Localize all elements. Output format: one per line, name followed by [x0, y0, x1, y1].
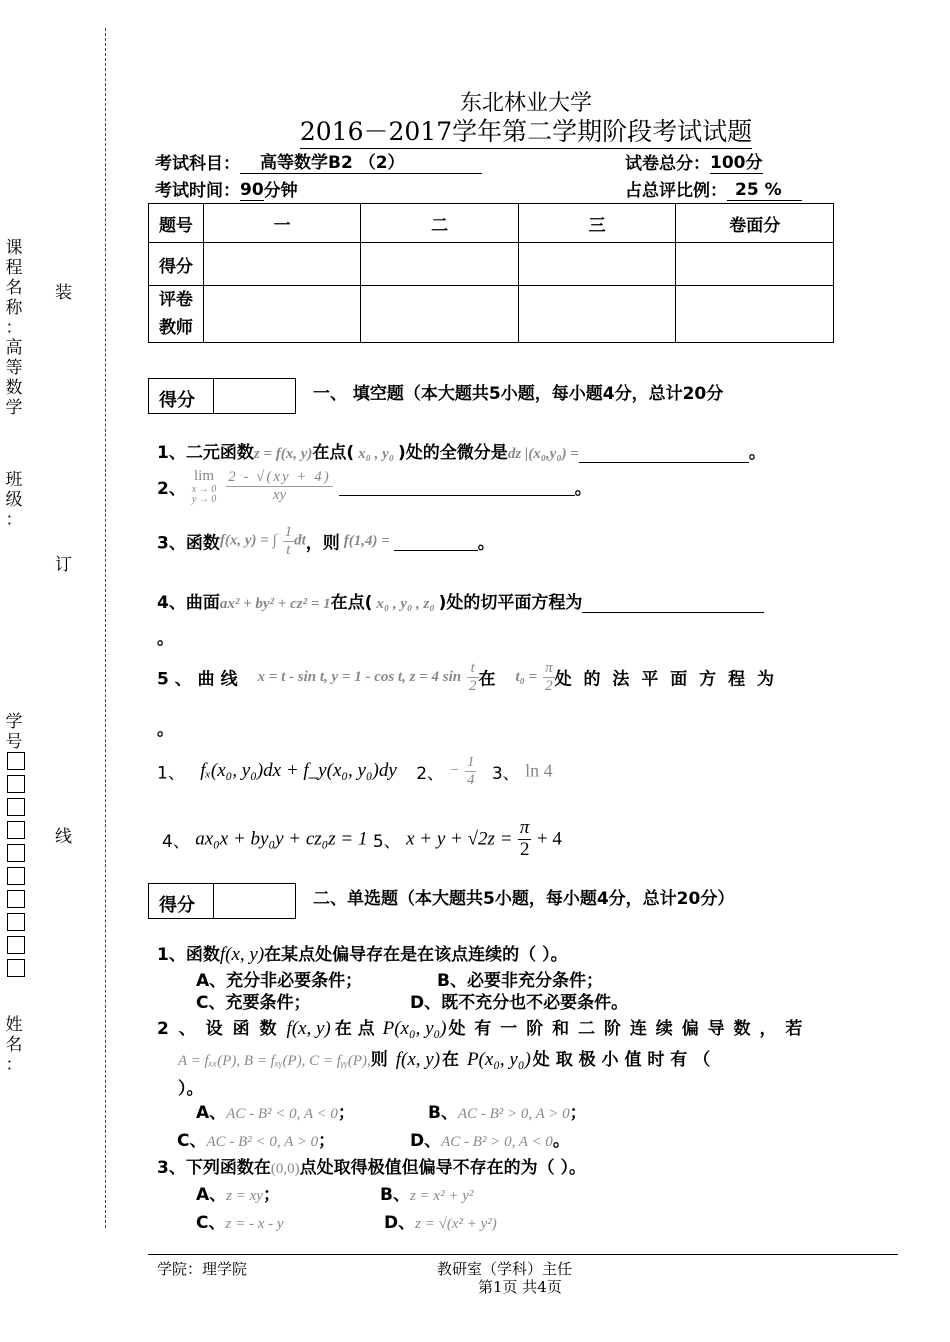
s2q1-option-d[interactable]: D、既不充分也不必要条件。 [410, 993, 629, 1013]
time-row [155, 176, 298, 201]
s2q1-option-c[interactable]: C、充要条件； [196, 993, 311, 1013]
s1q2-denominator: xy [272, 486, 287, 503]
ratio-label: 占总评比例： [625, 181, 727, 201]
s1q1-text-c: )处的全微分是 [398, 443, 508, 463]
s2q2-c-end: ； [318, 1131, 336, 1151]
s2q2-text-c: 处 有 一 阶 和 二 阶 连 续 偏 导 数 ， 若 [448, 1019, 803, 1039]
s1q1-point: x₀ , y₀ [358, 446, 395, 462]
s2q2-option-d[interactable] [410, 1126, 570, 1151]
grader-row-label [149, 286, 204, 343]
s2-question-2 [157, 1014, 802, 1040]
s2q1-text-a: 1、函数 [157, 945, 220, 965]
s1q3-text-b: ，则 [305, 533, 340, 554]
s1q4-end: 。 [157, 629, 174, 649]
s2q3-option-d[interactable] [384, 1208, 497, 1233]
s1q2-lim-sub1: x → 0 [191, 483, 217, 495]
s2q1-function: f(x, y) [219, 944, 265, 965]
s2q2-d-text: AC - B² > 0, A < 0 [441, 1134, 553, 1150]
ans5-pi-half [518, 818, 532, 861]
footer-rule [148, 1254, 898, 1255]
footer-school: 学院：理学院 [157, 1260, 248, 1278]
s2q2-option-a[interactable] [196, 1098, 355, 1123]
s1q5-pi: π [545, 660, 553, 676]
ratio-value: 25 % [727, 180, 802, 201]
s2q3-b-label: B、 [380, 1185, 410, 1205]
total-value: 100分 [710, 148, 763, 174]
s1q1-answer-blank[interactable] [579, 444, 749, 463]
s2q2-option-c[interactable] [177, 1126, 335, 1151]
s1q5-pi-den: 2 [545, 677, 553, 694]
ans2-numerator: 1 [466, 754, 475, 770]
student-id-box[interactable] [7, 798, 25, 816]
s2q2-function: f(x, y) [286, 1018, 331, 1039]
s2q3-c-text: z = - x - y [225, 1216, 284, 1232]
ans2-fraction [465, 754, 477, 788]
score-table-header: 一 [203, 204, 361, 243]
s1q5-text-a: 5 、 曲 线 [157, 669, 238, 690]
s2q3-d-text: z = √(x² + y²) [415, 1216, 497, 1232]
grader-label-2: 教师 [158, 318, 193, 338]
s1-question-4 [157, 588, 764, 613]
s2q1-option-b[interactable]: B、必要非充分条件； [437, 971, 603, 991]
ans5-tail: + 4 [536, 828, 562, 850]
s2q2-definitions: A = fₓₓ(P), B = fₓᵧ(P), C = fᵧᵧ(P), [178, 1053, 371, 1069]
grader-cell[interactable] [361, 286, 519, 343]
student-id-box[interactable] [7, 959, 25, 977]
s2q2-point-2: P(x₀, y₀) [466, 1049, 531, 1070]
footer-page-number: 第1页 共4页 [478, 1278, 562, 1296]
score-table-header: 卷面分 [676, 204, 834, 243]
s2q3-d-label: D、 [384, 1213, 416, 1233]
grader-cell[interactable] [676, 286, 834, 343]
ans2-minus: − [449, 762, 460, 779]
total-label: 试卷总分： [625, 154, 710, 174]
subject-label: 考试科目： [155, 154, 240, 174]
section1-score-divider [213, 379, 214, 413]
s2q2-a-text: AC - B² < 0, A < 0 [226, 1106, 338, 1122]
score-cell[interactable] [203, 243, 361, 286]
ans5-num: 5、 [372, 831, 401, 852]
s1q1-end: 。 [748, 443, 766, 463]
s1q2-limit [192, 468, 216, 505]
course-name-label: 课 程 名 称 ： 高 等 数 学 [5, 238, 23, 418]
s1q3-end: 。 [477, 533, 495, 554]
ans4-num: 4、 [162, 831, 190, 852]
s1q4-text-b: 在点( [330, 593, 373, 613]
s1q2-end: 。 [574, 478, 592, 499]
subject-value: 高等数学B2 （2） [240, 148, 482, 174]
section2-title: 二、单选题（本大题共5小题，每小题4分，总计20分） [313, 889, 735, 909]
university-name: 东北林业大学 [459, 91, 592, 116]
score-cell[interactable] [518, 243, 676, 286]
student-id-box[interactable] [7, 936, 25, 954]
s2q2-c-label: C、 [177, 1131, 207, 1151]
s2q2-text-a: 2 、 设 函 数 [157, 1019, 277, 1039]
time-label: 考试时间： [155, 181, 240, 201]
time-unit: 分钟 [263, 181, 298, 201]
s2q2-c-text: AC - B² < 0, A > 0 [206, 1134, 319, 1150]
s2q2-option-b[interactable] [428, 1098, 587, 1123]
s2q3-option-b[interactable] [380, 1180, 473, 1205]
s2q2-a-end: ； [337, 1103, 355, 1123]
s1q4-text-c: )处的切平面方程为 [438, 593, 583, 613]
s1q3-numerator: 1 [284, 524, 293, 540]
s1q4-surface: ax² + by² + cz² = 1 [219, 596, 331, 612]
s1q5-t0: t₀ = [515, 668, 538, 685]
score-cell[interactable] [361, 243, 519, 286]
s1q2-numerator: 2 - √(xy + 4) [228, 469, 331, 486]
section1-score-label: 得分 [159, 390, 195, 411]
binding-mark-xian: 线 [55, 827, 72, 847]
s1q3-formula: f(x, y) = ∫ [219, 532, 277, 549]
s1q2-answer-blank[interactable] [339, 477, 575, 496]
s2q2-function-2: f(x, y) [395, 1049, 441, 1070]
footer-director: 教研室（学科）主任 [437, 1260, 573, 1278]
student-id-boxes[interactable] [6, 752, 25, 982]
s1q5-text-c: 处 的 法 平 面 方 程 为 [554, 669, 775, 690]
grader-cell[interactable] [518, 286, 676, 343]
s1-question-5 [157, 660, 774, 694]
student-name-label: 姓 名 ： [5, 1015, 23, 1075]
subject-row [155, 148, 482, 174]
ans3-value: ln 4 [525, 760, 553, 781]
s2-question-1 [157, 940, 568, 966]
s1-question-2 [157, 468, 592, 505]
s2q2-point: P(x₀, y₀) [382, 1018, 447, 1039]
exam-title-text: 2016－2017学年第二学期阶段考试试题 [300, 112, 752, 149]
s1q5-t: t [467, 660, 479, 678]
s2q3-a-end: ； [262, 1185, 280, 1205]
ans1-total-differential: fₓ(x₀, y₀)dx + f_y(x₀, y₀)dy [200, 760, 397, 781]
s1q5-half-t [467, 660, 479, 694]
s2q2-d-end: 。 [552, 1131, 570, 1151]
ratio-row [625, 176, 802, 201]
s1q5-curve: x = t - sin t, y = 1 - cos t, z = 4 sin [257, 668, 462, 685]
student-id-box[interactable] [7, 867, 25, 885]
section2-score-box [148, 883, 296, 919]
ans1-num: 1、 [157, 763, 185, 784]
s1q1-text-b: 在点( [312, 443, 355, 463]
student-id-box[interactable] [7, 752, 25, 770]
s1q5-pi-half [543, 660, 555, 694]
s1q5-two: 2 [469, 677, 477, 694]
s1q4-point: x₀ , y₀ , z₀ [376, 596, 435, 612]
ans4-tangent-plane: ax₀x + by₀y + cz₀z = 1 [195, 828, 368, 850]
total-row [625, 148, 763, 174]
s1q3-denominator: t [286, 541, 291, 558]
s2q3-b-text: z = x² + y² [409, 1188, 474, 1204]
s1-answers-line-2 [162, 818, 562, 861]
time-value: 90 [240, 180, 264, 200]
s2q2-b-end: ； [569, 1103, 587, 1123]
s2q3-a-text: z = xy [226, 1188, 263, 1204]
s1q5-end: 。 [157, 720, 174, 740]
ans5-two: 2 [519, 838, 530, 860]
s2q2-b-text: AC - B² > 0, A > 0 [457, 1106, 570, 1122]
s2q3-point: (0,0) [270, 1161, 300, 1177]
student-id-box[interactable] [7, 844, 25, 862]
s2q3-a-label: A、 [196, 1185, 227, 1205]
s1q4-answer-blank[interactable] [582, 594, 764, 613]
section1-title: 一、 填空题（本大题共5小题，每小题4分，总计20分 [313, 384, 724, 404]
s1q3-value: f(1,4) = [343, 532, 390, 549]
class-label: 班 级 ： [5, 470, 23, 530]
s1q3-answer-blank[interactable] [394, 532, 478, 551]
s1q1-dz: dz |(x₀,y₀) = [507, 446, 579, 462]
s1q5-text-b: 在 [478, 669, 496, 690]
s2q2-text-b: 在 点 [334, 1019, 375, 1039]
s2q3-option-c[interactable] [196, 1208, 284, 1233]
s2q2-text-d: 则 [370, 1050, 388, 1070]
s2q2-d-label: D、 [410, 1131, 442, 1151]
s1q1-text-a: 1、二元函数 [157, 443, 254, 463]
score-table-header: 二 [361, 204, 519, 243]
s2q2-a-label: A、 [196, 1103, 227, 1123]
s1-answers-line-1 [157, 754, 553, 788]
student-id-label: 学 号 [5, 712, 23, 752]
grader-label-1: 评卷 [158, 290, 193, 310]
score-table-header: 题号 [149, 204, 204, 243]
ans5-normal-plane: x + y + √2z = [406, 828, 513, 850]
s1q1-formula: z = f(x, y) [253, 446, 313, 462]
s2q2-b-label: B、 [428, 1103, 458, 1123]
s2q3-option-a[interactable] [196, 1180, 280, 1205]
s1q2-number: 2、 [157, 478, 186, 499]
section1-score-box [148, 378, 296, 414]
s2q1-option-a[interactable]: A、充分非必要条件； [196, 971, 363, 991]
s2q3-c-label: C、 [196, 1213, 226, 1233]
s1-question-1 [157, 438, 766, 463]
s2q3-text-b: 点处取得极值但偏导不存在的为（ ）。 [299, 1158, 587, 1178]
s1q2-lim: lim [193, 468, 214, 484]
s2q3-text-a: 3、下列函数在 [157, 1158, 271, 1178]
student-id-box[interactable] [7, 775, 25, 793]
section2-score-label: 得分 [159, 895, 195, 916]
s1q2-fraction [226, 469, 333, 503]
ans2-num: 2、 [416, 763, 445, 784]
binding-mark-ding: 订 [55, 555, 72, 575]
student-id-box[interactable] [7, 913, 25, 931]
s2q2-line-2 [178, 1045, 710, 1071]
s2q2-text-g: 处 取 极 小 值 时 有 （ [532, 1050, 711, 1070]
s2q1-text-b: 在某点处偏导存在是在该点连续的（ ）。 [264, 945, 568, 965]
score-table-header: 三 [518, 204, 676, 243]
s1q3-dt: dt [294, 532, 306, 549]
score-cell[interactable] [676, 243, 834, 286]
s1-question-3 [157, 524, 495, 558]
s1q3-text-a: 3、函数 [157, 533, 220, 554]
s2-question-3 [157, 1153, 586, 1178]
exam-title [0, 112, 950, 149]
s1q2-lim-sub2: y → 0 [191, 493, 217, 505]
ans2-denominator: 4 [466, 771, 475, 788]
s1q4-text-a: 4、曲面 [157, 593, 220, 613]
student-id-box[interactable] [7, 821, 25, 839]
student-id-box[interactable] [7, 890, 25, 908]
score-row-label: 得分 [149, 243, 204, 286]
ans5-pi: π [519, 817, 530, 838]
binding-dashed-line [105, 28, 106, 1228]
s2q2-text-h: ）。 [178, 1079, 204, 1099]
score-table [148, 203, 834, 343]
grader-cell[interactable] [203, 286, 361, 343]
ans3-num: 3、 [491, 763, 520, 784]
section2-score-divider [213, 884, 214, 918]
binding-mark-zhuang: 装 [55, 283, 72, 303]
s1q3-fraction [283, 524, 295, 558]
s2q2-text-e: 在 [442, 1050, 460, 1070]
